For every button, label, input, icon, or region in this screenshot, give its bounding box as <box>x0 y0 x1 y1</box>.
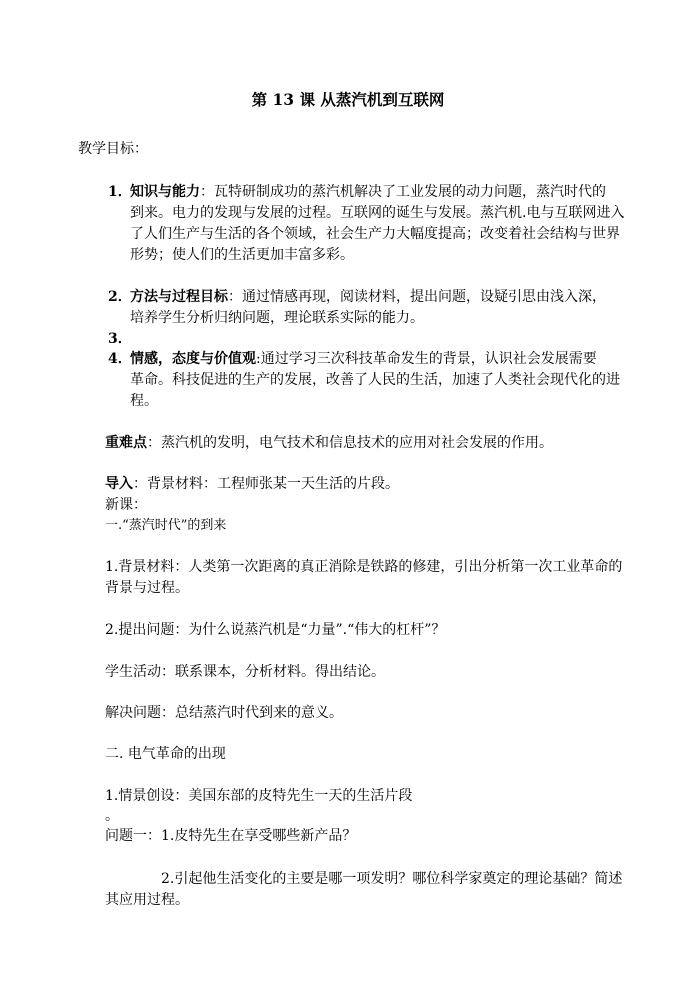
item-1-line-2: 背景与过程。 <box>105 580 189 596</box>
key-points: 重难点：蒸汽机的发明，电气技术和信息技术的应用对社会发展的作用。 <box>105 435 553 451</box>
intro-label: 导入 <box>105 476 133 492</box>
scenario: 1.情景创设：美国东部的皮特先生一天的生活片段 <box>105 788 413 804</box>
objective-1-line-2: 到来。电力的发现与发展的过程。互联网的诞生与发展。蒸汽机.电与互联网进入 <box>130 205 625 221</box>
objective-1-heading: 知识与能力 <box>130 184 200 200</box>
objectives-label: 教学目标： <box>78 141 148 157</box>
item-2: 2.提出问题：为什么说蒸汽机是“力量”.“伟大的杠杆”？ <box>105 622 446 638</box>
objective-1-line-1: 知识与能力：瓦特研制成功的蒸汽机解决了工业发展的动力问题，蒸汽时代的 <box>130 184 606 200</box>
objective-3-number: 3． <box>108 331 132 347</box>
objective-1-number: 1． <box>108 184 132 200</box>
question-1: 问题一：1.皮特先生在享受哪些新产品？ <box>105 828 357 844</box>
objective-4-line-1: 情感，态度与价值观:通过学习三次科技革命发生的背景，认识社会发展需要 <box>130 351 597 367</box>
section-1-heading: 一.“蒸汽时代”的到来 <box>105 518 227 533</box>
objective-1-line-3: 了人们生产与生活的各个领域，社会生产力大幅度提高；改变着社会结构与世界 <box>130 226 620 242</box>
objective-2-line-2: 培养学生分析归纳问题，理论联系实际的能力。 <box>130 310 424 326</box>
objective-4-number: 4． <box>108 351 132 367</box>
objective-4-line-2: 革命。科技促进的生产的发展，改善了人民的生活，加速了人类社会现代化的进 <box>130 372 620 388</box>
objective-4-heading: 情感，态度与价值观 <box>130 351 256 367</box>
question-2-line-1: 2.引起他生活变化的主要是哪一项发明？哪位科学家奠定的理论基础？简述 <box>161 871 623 887</box>
objective-2-line-1: 方法与过程目标：通过情感再现，阅读材料，提出问题，设疑引思由浅入深， <box>130 289 606 305</box>
section-2-heading: 二. 电气革命的出现 <box>105 746 226 762</box>
solve-problem: 解决问题：总结蒸汽时代到来的意义。 <box>105 705 343 721</box>
student-activity: 学生活动：联系课本，分析材料。得出结论。 <box>105 664 385 680</box>
lesson-title: 第 13 课 从蒸汽机到互联网 <box>251 90 445 109</box>
question-2-line-2: 其应用过程。 <box>105 892 189 908</box>
key-points-label: 重难点 <box>105 435 147 451</box>
objective-4-line-3: 程。 <box>130 393 158 409</box>
item-1-line-1: 1.背景材料：人类第一次距离的真正消除是铁路的修建，引出分析第一次工业革命的 <box>105 559 623 575</box>
objective-2-number: 2． <box>108 289 132 305</box>
objective-2-heading: 方法与过程目标 <box>130 289 228 305</box>
intro: 导入：背景材料：工程师张某一天生活的片段。 <box>105 476 399 492</box>
objective-1-line-4: 形势；使人们的生活更加丰富多彩。 <box>130 247 354 263</box>
stray-period: 。 <box>105 808 119 824</box>
new-lesson-label: 新课： <box>105 497 147 513</box>
